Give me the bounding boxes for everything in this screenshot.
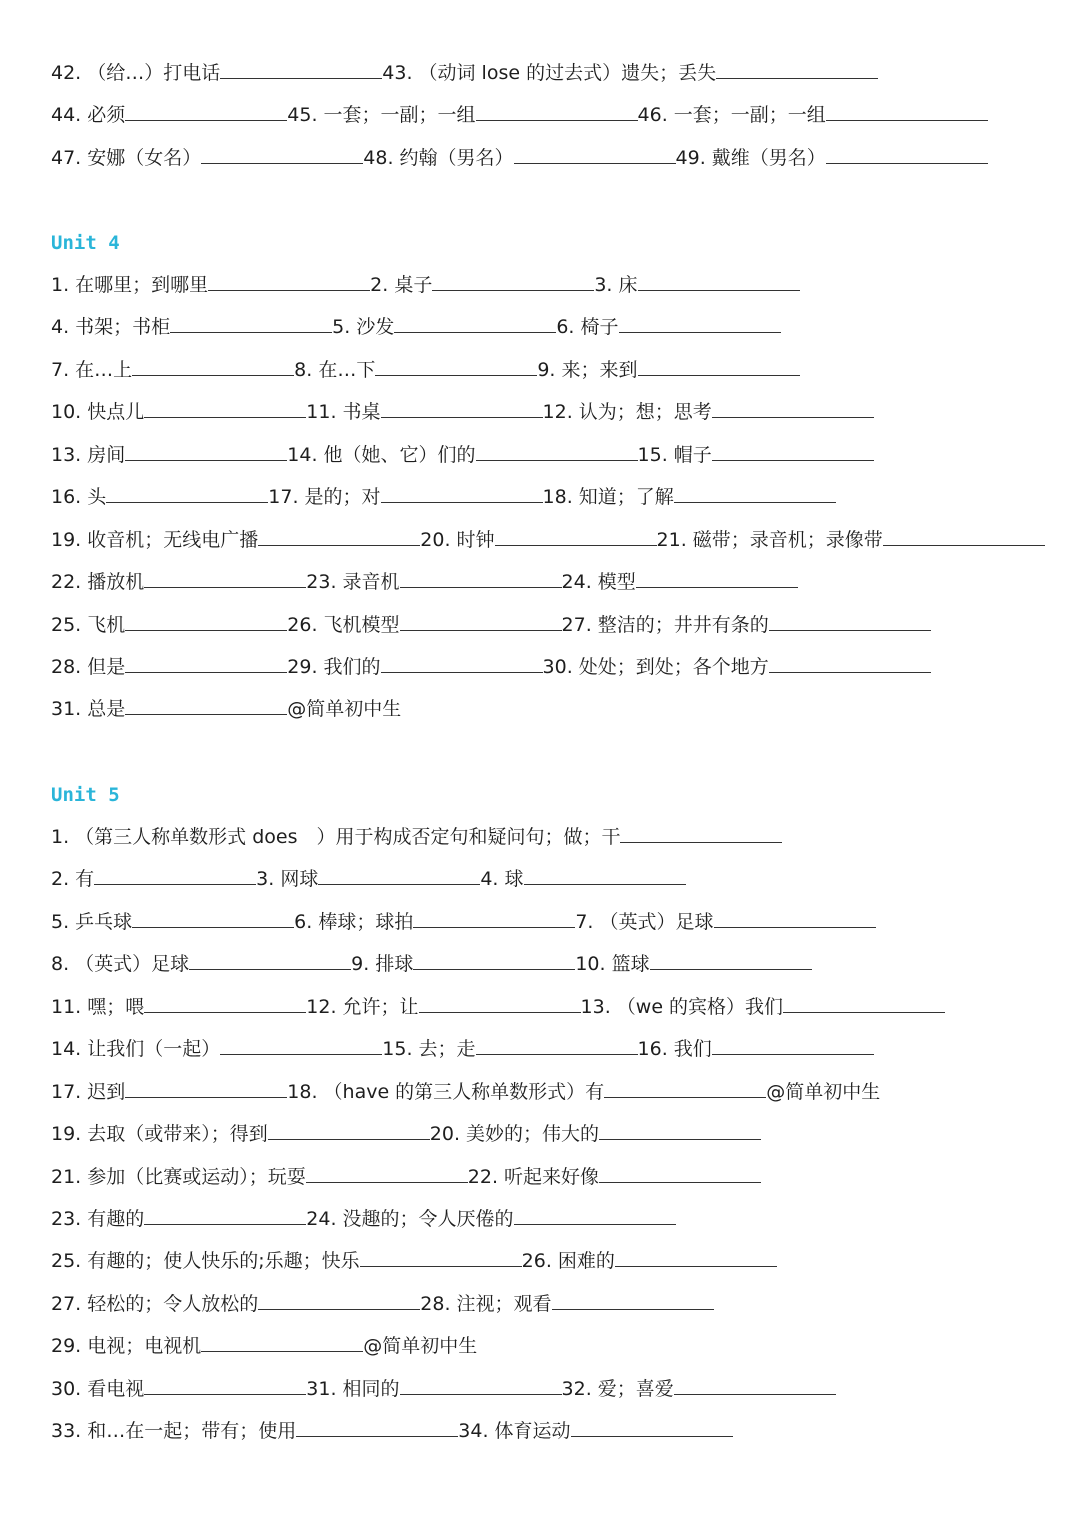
- vocab-prompt: 22. 播放机: [51, 571, 145, 594]
- vocab-prompt: 27. 轻松的；令人放松的: [51, 1292, 259, 1315]
- answer-blank[interactable]: [132, 908, 294, 928]
- vocab-prompt: 2. 有: [51, 868, 95, 891]
- answer-blank[interactable]: [571, 1417, 733, 1437]
- worksheet-line: [51, 901, 1051, 943]
- vocab-prompt: 21. 参加（比赛或运动）；玩耍: [51, 1165, 306, 1188]
- vocab-prompt: 46. 一套；一副；一组: [637, 104, 826, 127]
- answer-blank[interactable]: [883, 526, 1045, 546]
- vocab-prompt: 4. 书架；书柜: [51, 316, 171, 339]
- answer-blank[interactable]: [208, 271, 370, 291]
- vocab-prompt: 49. 戴维（男名）: [675, 146, 826, 169]
- vocab-prompt: 10. 快点儿: [51, 401, 145, 424]
- answer-blank[interactable]: [476, 1035, 638, 1055]
- worksheet-line: [51, 434, 1051, 476]
- answer-blank[interactable]: [716, 59, 878, 79]
- top-items-section: [51, 52, 1051, 179]
- answer-blank[interactable]: [381, 398, 543, 418]
- vocab-prompt: 15. 帽子: [637, 443, 712, 466]
- answer-blank[interactable]: [220, 59, 382, 79]
- answer-blank[interactable]: [783, 993, 945, 1013]
- answer-blank[interactable]: [258, 526, 420, 546]
- vocab-prompt: 12. 认为；想；思考: [542, 401, 712, 424]
- unit5-items-section: [51, 816, 1051, 1453]
- vocab-prompt: 9. 排球: [351, 953, 414, 976]
- answer-blank[interactable]: [826, 101, 988, 121]
- vocab-prompt: 14. 他（她、它）们的: [287, 443, 476, 466]
- answer-blank[interactable]: [619, 313, 781, 333]
- vocab-prompt: 45. 一套；一副；一组: [287, 104, 476, 127]
- vocab-prompt: 25. 飞机: [51, 613, 126, 636]
- vocab-prompt: 9. 来；来到: [537, 358, 638, 381]
- worksheet-line: [51, 349, 1051, 391]
- vocab-prompt: 24. 没趣的；令人厌倦的: [306, 1207, 514, 1230]
- worksheet-line: [51, 858, 1051, 900]
- answer-blank[interactable]: [636, 568, 798, 588]
- answer-blank[interactable]: [615, 1247, 777, 1267]
- answer-blank[interactable]: [125, 1078, 287, 1098]
- vocab-prompt: 20. 美妙的；伟大的: [429, 1123, 600, 1146]
- vocab-prompt: 5. 乒乓球: [51, 910, 133, 933]
- vocab-prompt: 18. （have 的第三人称单数形式）有: [287, 1080, 605, 1103]
- vocab-prompt: 13. （we 的宾格）我们: [580, 995, 784, 1018]
- vocab-prompt: 12. 允许；让: [306, 995, 419, 1018]
- answer-blank[interactable]: [375, 356, 537, 376]
- vocab-prompt: 10. 篮球: [575, 953, 650, 976]
- vocab-prompt: 32. 爱；喜爱: [561, 1377, 674, 1400]
- watermark-text: @简单初中生: [766, 1080, 881, 1103]
- vocab-prompt: 1. （第三人称单数形式 does ）用于构成否定句和疑问句；做；干: [51, 826, 621, 848]
- vocab-prompt: 22. 听起来好像: [467, 1165, 600, 1188]
- vocab-prompt: 16. 头: [51, 486, 107, 509]
- vocab-prompt: 26. 飞机模型: [287, 613, 400, 636]
- answer-blank[interactable]: [306, 1163, 468, 1183]
- vocab-prompt: 4. 球: [480, 868, 524, 891]
- answer-blank[interactable]: [201, 144, 363, 164]
- worksheet-line: [51, 561, 1051, 603]
- answer-blank[interactable]: [712, 441, 874, 461]
- answer-blank[interactable]: [144, 993, 306, 1013]
- answer-blank[interactable]: [125, 101, 287, 121]
- vocab-prompt: 11. 书桌: [306, 401, 381, 424]
- vocab-prompt: 8. （英式）足球: [51, 953, 190, 976]
- answer-blank[interactable]: [400, 1375, 562, 1395]
- vocab-prompt: 30. 看电视: [51, 1377, 145, 1400]
- worksheet-line: [51, 1156, 1051, 1198]
- answer-blank[interactable]: [381, 483, 543, 503]
- vocab-prompt: 23. 录音机: [306, 571, 400, 594]
- answer-blank[interactable]: [714, 908, 876, 928]
- answer-blank[interactable]: [769, 611, 931, 631]
- answer-blank[interactable]: [296, 1417, 458, 1437]
- answer-blank[interactable]: [400, 611, 562, 631]
- worksheet-line: [51, 604, 1051, 646]
- worksheet-line: [51, 391, 1051, 433]
- worksheet-line: [51, 264, 1051, 306]
- vocab-prompt: 28. 但是: [51, 655, 126, 678]
- watermark-text: @简单初中生: [363, 1335, 478, 1358]
- worksheet-line: [51, 1028, 1051, 1070]
- answer-blank[interactable]: [650, 950, 812, 970]
- vocab-prompt: 48. 约翰（男名）: [363, 146, 514, 169]
- vocab-prompt: 44. 必须: [51, 104, 126, 127]
- vocab-prompt: 3. 网球: [256, 868, 319, 891]
- worksheet-line: [51, 1283, 1051, 1325]
- vocab-prompt: 11. 嘿；喂: [51, 995, 145, 1018]
- worksheet-line: [51, 943, 1051, 985]
- worksheet-line: [51, 519, 1051, 561]
- answer-blank[interactable]: [189, 950, 351, 970]
- answer-blank[interactable]: [599, 1163, 761, 1183]
- vocab-prompt: 7. 在…上: [51, 358, 133, 381]
- worksheet-line: [51, 1325, 1051, 1367]
- vocab-prompt: 34. 体育运动: [458, 1420, 571, 1443]
- vocab-prompt: 21. 磁带；录音机；录像带: [656, 528, 883, 551]
- watermark-text: @简单初中生: [287, 698, 402, 721]
- answer-blank[interactable]: [125, 611, 287, 631]
- worksheet-line: [51, 137, 1051, 179]
- vocab-prompt: 7. （英式）足球: [575, 910, 714, 933]
- answer-blank[interactable]: [514, 144, 676, 164]
- vocab-prompt: 23. 有趣的: [51, 1207, 145, 1230]
- vocab-prompt: 29. 我们的: [287, 655, 381, 678]
- vocab-prompt: 25. 有趣的；使人快乐的;乐趣；快乐: [51, 1250, 360, 1273]
- answer-blank[interactable]: [201, 1332, 363, 1352]
- answer-blank[interactable]: [476, 441, 638, 461]
- worksheet-line: [51, 1198, 1051, 1240]
- worksheet-line: [51, 52, 1051, 94]
- answer-blank[interactable]: [495, 526, 657, 546]
- vocab-prompt: 31. 相同的: [306, 1377, 400, 1400]
- unit4-items-section: [51, 264, 1051, 731]
- vocab-prompt: 2. 桌子: [370, 274, 433, 296]
- answer-blank[interactable]: [144, 568, 306, 588]
- answer-blank[interactable]: [413, 950, 575, 970]
- answer-blank[interactable]: [94, 865, 256, 885]
- worksheet-line: [51, 476, 1051, 518]
- answer-blank[interactable]: [604, 1078, 766, 1098]
- vocab-prompt: 1. 在哪里；到哪里: [51, 274, 209, 296]
- answer-blank[interactable]: [552, 1290, 714, 1310]
- vocab-prompt: 27. 整洁的；井井有条的: [561, 613, 769, 636]
- worksheet-line: [51, 94, 1051, 136]
- answer-blank[interactable]: [514, 1205, 676, 1225]
- vocab-prompt: 28. 注视；观看: [420, 1292, 552, 1315]
- vocab-prompt: 14. 让我们（一起）: [51, 1038, 221, 1061]
- worksheet-line: [51, 646, 1051, 688]
- answer-blank[interactable]: [144, 398, 306, 418]
- answer-blank[interactable]: [106, 483, 268, 503]
- answer-blank[interactable]: [400, 568, 562, 588]
- answer-blank[interactable]: [360, 1247, 522, 1267]
- vocab-prompt: 42. （给…）打电话: [51, 62, 221, 84]
- vocab-prompt: 24. 模型: [561, 571, 636, 594]
- worksheet-line: [51, 1240, 1051, 1282]
- worksheet-line: [51, 306, 1051, 348]
- vocab-prompt: 33. 和…在一起；带有；使用: [51, 1420, 297, 1443]
- vocab-prompt: 18. 知道；了解: [542, 486, 674, 509]
- answer-blank[interactable]: [394, 313, 556, 333]
- answer-blank[interactable]: [258, 1290, 420, 1310]
- vocab-prompt: 30. 处处；到处；各个地方: [542, 655, 769, 678]
- worksheet-line: [51, 986, 1051, 1028]
- answer-blank[interactable]: [620, 823, 782, 843]
- vocab-prompt: 8. 在…下: [294, 358, 376, 381]
- answer-blank[interactable]: [413, 908, 575, 928]
- answer-blank[interactable]: [381, 653, 543, 673]
- vocab-prompt: 13. 房间: [51, 443, 126, 466]
- answer-blank[interactable]: [674, 1375, 836, 1395]
- answer-blank[interactable]: [826, 144, 988, 164]
- vocab-prompt: 17. 迟到: [51, 1080, 126, 1103]
- vocab-prompt: 3. 床: [594, 274, 638, 296]
- worksheet-line: [51, 1071, 1051, 1113]
- vocab-prompt: 29. 电视；电视机: [51, 1335, 202, 1358]
- worksheet-line: [51, 1368, 1051, 1410]
- worksheet-line: [51, 816, 1051, 858]
- worksheet-line: [51, 688, 1051, 730]
- vocab-prompt: 26. 困难的: [521, 1250, 615, 1273]
- vocab-prompt: 19. 收音机；无线电广播: [51, 528, 259, 551]
- vocab-prompt: 43. （动词 lose 的过去式）遗失；丢失: [382, 62, 717, 84]
- answer-blank[interactable]: [476, 101, 638, 121]
- unit4-heading: Unit 4: [51, 232, 120, 254]
- answer-blank[interactable]: [125, 695, 287, 715]
- answer-blank[interactable]: [170, 313, 332, 333]
- answer-blank[interactable]: [712, 1035, 874, 1055]
- answer-blank[interactable]: [712, 398, 874, 418]
- answer-blank[interactable]: [144, 1205, 306, 1225]
- answer-blank[interactable]: [432, 271, 594, 291]
- vocab-prompt: 31. 总是: [51, 698, 126, 721]
- answer-blank[interactable]: [125, 441, 287, 461]
- vocab-prompt: 15. 去；走: [382, 1038, 476, 1061]
- worksheet-line: [51, 1113, 1051, 1155]
- answer-blank[interactable]: [599, 1120, 761, 1140]
- answer-blank[interactable]: [318, 865, 480, 885]
- worksheet-line: [51, 1410, 1051, 1452]
- vocab-prompt: 47. 安娜（女名）: [51, 146, 202, 169]
- answer-blank[interactable]: [419, 993, 581, 1013]
- vocab-prompt: 6. 椅子: [556, 316, 619, 339]
- answer-blank[interactable]: [638, 356, 800, 376]
- vocab-prompt: 16. 我们: [637, 1038, 712, 1061]
- vocab-prompt: 20. 时钟: [420, 528, 495, 551]
- answer-blank[interactable]: [125, 653, 287, 673]
- answer-blank[interactable]: [769, 653, 931, 673]
- vocab-prompt: 6. 棒球；球拍: [294, 910, 414, 933]
- unit5-heading: Unit 5: [51, 784, 120, 806]
- answer-blank[interactable]: [524, 865, 686, 885]
- answer-blank[interactable]: [144, 1375, 306, 1395]
- answer-blank[interactable]: [220, 1035, 382, 1055]
- answer-blank[interactable]: [268, 1120, 430, 1140]
- answer-blank[interactable]: [132, 356, 294, 376]
- answer-blank[interactable]: [638, 271, 800, 291]
- vocab-prompt: 5. 沙发: [332, 316, 395, 339]
- answer-blank[interactable]: [674, 483, 836, 503]
- vocab-prompt: 19. 去取（或带来）；得到: [51, 1123, 268, 1146]
- vocab-prompt: 17. 是的；对: [268, 486, 381, 509]
